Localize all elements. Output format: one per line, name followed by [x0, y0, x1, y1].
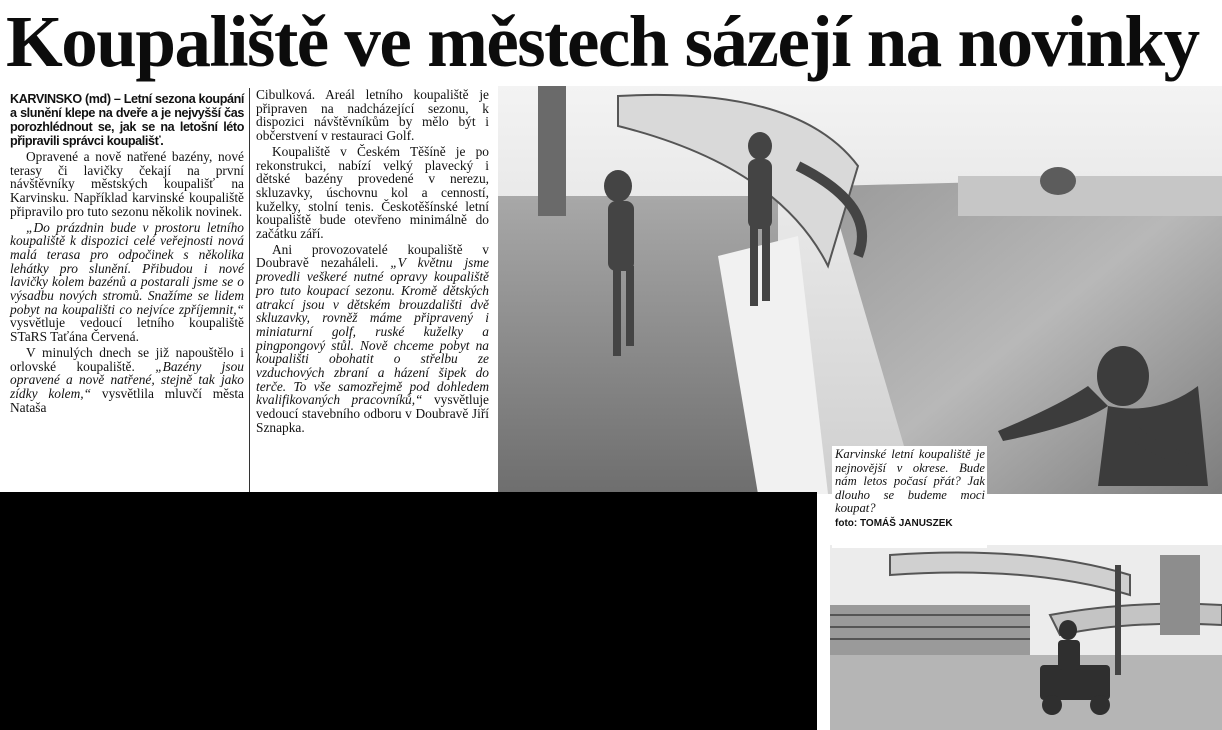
quote: „Bazény jsou opravené a nově natřené, stejně tak jako zídky kolem,“	[10, 358, 244, 401]
text: V minulých dnech se již napouštělo i orlovské koupaliště.	[10, 344, 244, 374]
attribution: vysvětluje vedoucí stavebního odboru v Doubravě Jiří Sznapka.	[256, 392, 490, 435]
paragraph: Koupaliště v Českém Těšíně je po rekonstrukci, nabízí velký plavecký i dětské bazény provedené v nerezu, skluzavky, úschovnu kol a cenností, kuželky, stolní tenis. Českotěšínské letní koupaliště bude otevřeno minimálně do začátku září.	[256, 143, 489, 242]
attribution: vysvětlila mluvčí města Nataša	[10, 385, 244, 415]
paragraph: Cibulková. Areál letního koupaliště je připraven na nadcházející sezonu, k dispozici návštěvníkům by mělo být i občerstvení v restauraci Golf.	[256, 87, 489, 144]
caption-text: Karvinské letní koupaliště je nejnovější v okrese. Bude nám letos počasí přát? Jak dlouho se budeme moci koupat?	[835, 447, 985, 515]
photo-illustration	[830, 545, 1222, 730]
redacted-area	[0, 492, 817, 730]
article-column-1	[10, 92, 244, 492]
headline: Koupaliště ve městech sázejí na novinky	[6, 1, 1199, 82]
attribution: vysvětluje vedoucí letního koupaliště STaRS Taťána Červená.	[10, 315, 244, 345]
lead-paragraph: KARVINSKO (md) – Letní sezona koupání a slunění klepe na dveře a je nejvyšší čas porozhlédnout se, jak se na letošní léto připravili správci koupališť.	[10, 92, 244, 148]
column-rule	[249, 88, 250, 492]
photo-swimming-pool	[498, 86, 1222, 494]
photo-pool-mower	[830, 545, 1222, 730]
article-column-2	[256, 88, 489, 492]
paragraph	[10, 346, 244, 415]
photo-illustration	[498, 86, 1222, 494]
quote-paragraph	[256, 243, 489, 435]
quote: „Do prázdnin bude v prostoru letního koupaliště k dispozici celé veřejnosti nová malá terasa pro odpočinek s několika lehátky pro slunění. Přibudou i nové lavičky kolem bazénů a postarali jsme se o výsadbu nových stromů. Snažíme se lidem pobyt na koupališti co nejvíce zpříjemnit,“	[10, 219, 244, 317]
quote: „V květnu jsme provedli veškeré nutné opravy koupaliště pro tuto koupací sezonu. Kromě dětských atrakcí jsou v dětském brouzdališti dvě skluzavky, rovněž máme připravený i miniaturní golf, ruské kuželky a pingpongový stůl. Nově chceme pobyt na koupališti obohatit o střelbu ze vzduchových zbraní a házení šipek do terče. To vše samozřejmě pod dohledem kvalifikovaných pracovníků,“	[256, 255, 489, 408]
text: Ani provozovatelé koupaliště v Doubravě nezaháleli.	[256, 241, 489, 271]
paragraph: Opravené a nově natřené bazény, nové terasy či lavičky čekají na první návštěvníky městských koupališť na Karvinsku. Například karvinské koupaliště připravilo pro tuto sezonu několik novinek.	[10, 149, 244, 219]
photo-caption	[832, 446, 987, 548]
quote-paragraph	[10, 221, 244, 344]
photo-credit: foto: TOMÁŠ JANUSZEK	[835, 517, 953, 529]
